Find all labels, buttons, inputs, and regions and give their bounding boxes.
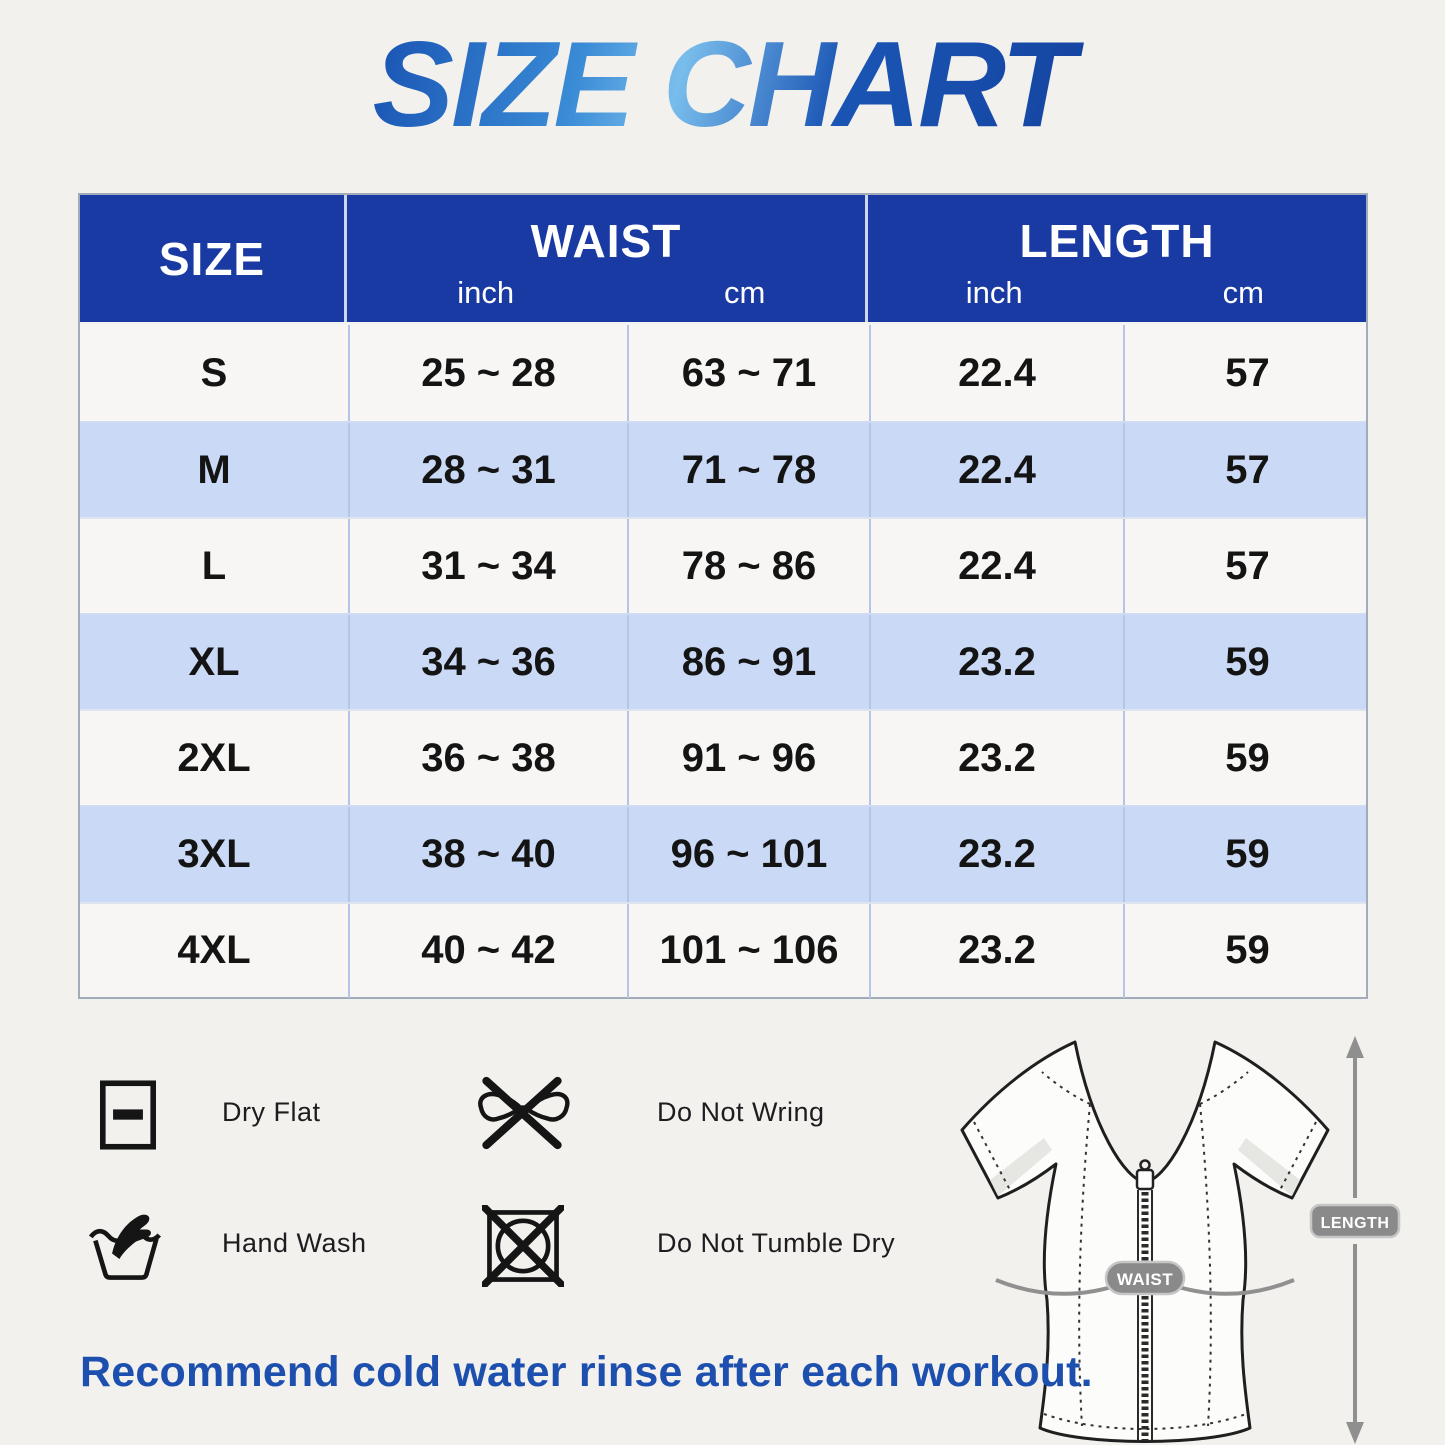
hand-wash-icon	[88, 1188, 162, 1282]
col-header-waist-label: WAIST	[530, 214, 682, 267]
care-label-do-not-wring: Do Not Wring	[657, 1097, 825, 1127]
waist-unit-cm: cm	[724, 274, 766, 310]
cell-waist-inch: 28 ~ 31	[348, 423, 627, 517]
cell-size: 3XL	[177, 832, 251, 877]
cell-length-inch: 23.2	[869, 904, 1123, 998]
dry-flat-icon	[100, 1080, 156, 1150]
cell-length-cm: 59	[1123, 711, 1370, 805]
cell-size: S	[200, 350, 228, 395]
length-units	[868, 274, 1366, 311]
waist-unit-inch: inch	[457, 274, 515, 310]
table-row	[80, 902, 1366, 998]
care-label-dry-flat: Dry Flat	[222, 1097, 321, 1127]
waist-units	[347, 274, 865, 311]
table-body	[80, 325, 1366, 998]
cell-length-cm: 57	[1123, 519, 1370, 613]
table-header	[80, 195, 1366, 325]
cell-length-cm: 59	[1123, 615, 1370, 709]
footer-note: Recommend cold water rinse after each workout.	[80, 1348, 1093, 1396]
cell-length-inch: 22.4	[869, 423, 1123, 517]
care-label-do-not-tumble-dry: Do Not Tumble Dry	[657, 1228, 896, 1258]
cell-waist-cm: 71 ~ 78	[627, 423, 869, 517]
table-row	[80, 517, 1366, 613]
table-row	[80, 709, 1366, 805]
col-header-length-label: LENGTH	[1019, 214, 1215, 267]
length-badge-label: LENGTH	[1320, 1215, 1390, 1232]
cell-waist-inch: 38 ~ 40	[348, 807, 627, 901]
do-not-tumble-dry-icon	[482, 1205, 564, 1287]
cell-size: 2XL	[177, 735, 251, 780]
cell-waist-inch: 34 ~ 36	[348, 615, 627, 709]
cell-waist-inch: 25 ~ 28	[348, 325, 627, 421]
page-title: SIZE CHART	[0, 14, 1445, 154]
cell-waist-inch: 40 ~ 42	[348, 904, 627, 998]
cell-waist-cm: 86 ~ 91	[627, 615, 869, 709]
table-row	[80, 613, 1366, 709]
cell-length-inch: 22.4	[869, 325, 1123, 421]
length-arrow-icon	[1346, 1036, 1364, 1444]
cell-length-cm: 59	[1123, 807, 1370, 901]
cell-waist-cm: 63 ~ 71	[627, 325, 869, 421]
col-header-length	[865, 195, 1366, 322]
cell-waist-cm: 78 ~ 86	[627, 519, 869, 613]
cell-waist-cm: 91 ~ 96	[627, 711, 869, 805]
waist-badge	[1106, 1262, 1184, 1294]
cell-length-cm: 59	[1123, 904, 1370, 998]
cell-waist-inch: 36 ~ 38	[348, 711, 627, 805]
length-unit-cm: cm	[1222, 274, 1264, 310]
cell-size: M	[197, 447, 231, 492]
col-header-size: SIZE	[158, 232, 266, 285]
table-row	[80, 805, 1366, 901]
waist-badge-label: WAIST	[1116, 1270, 1174, 1289]
length-badge	[1311, 1205, 1399, 1237]
cell-waist-cm: 101 ~ 106	[627, 904, 869, 998]
cell-size: 4XL	[177, 928, 251, 973]
cell-size: L	[201, 543, 227, 588]
length-unit-inch: inch	[965, 274, 1023, 310]
cell-length-inch: 23.2	[869, 615, 1123, 709]
cell-length-cm: 57	[1123, 325, 1370, 421]
cell-length-inch: 23.2	[869, 711, 1123, 805]
cell-length-inch: 23.2	[869, 807, 1123, 901]
col-header-waist	[344, 195, 865, 322]
do-not-wring-icon	[472, 1072, 572, 1154]
cell-length-inch: 22.4	[869, 519, 1123, 613]
table-row	[80, 325, 1366, 421]
cell-length-cm: 57	[1123, 423, 1370, 517]
cell-waist-inch: 31 ~ 34	[348, 519, 627, 613]
table-row	[80, 421, 1366, 517]
cell-size: XL	[188, 639, 240, 684]
care-label-hand-wash: Hand Wash	[222, 1228, 367, 1258]
size-table	[78, 193, 1368, 999]
cell-waist-cm: 96 ~ 101	[627, 807, 869, 901]
